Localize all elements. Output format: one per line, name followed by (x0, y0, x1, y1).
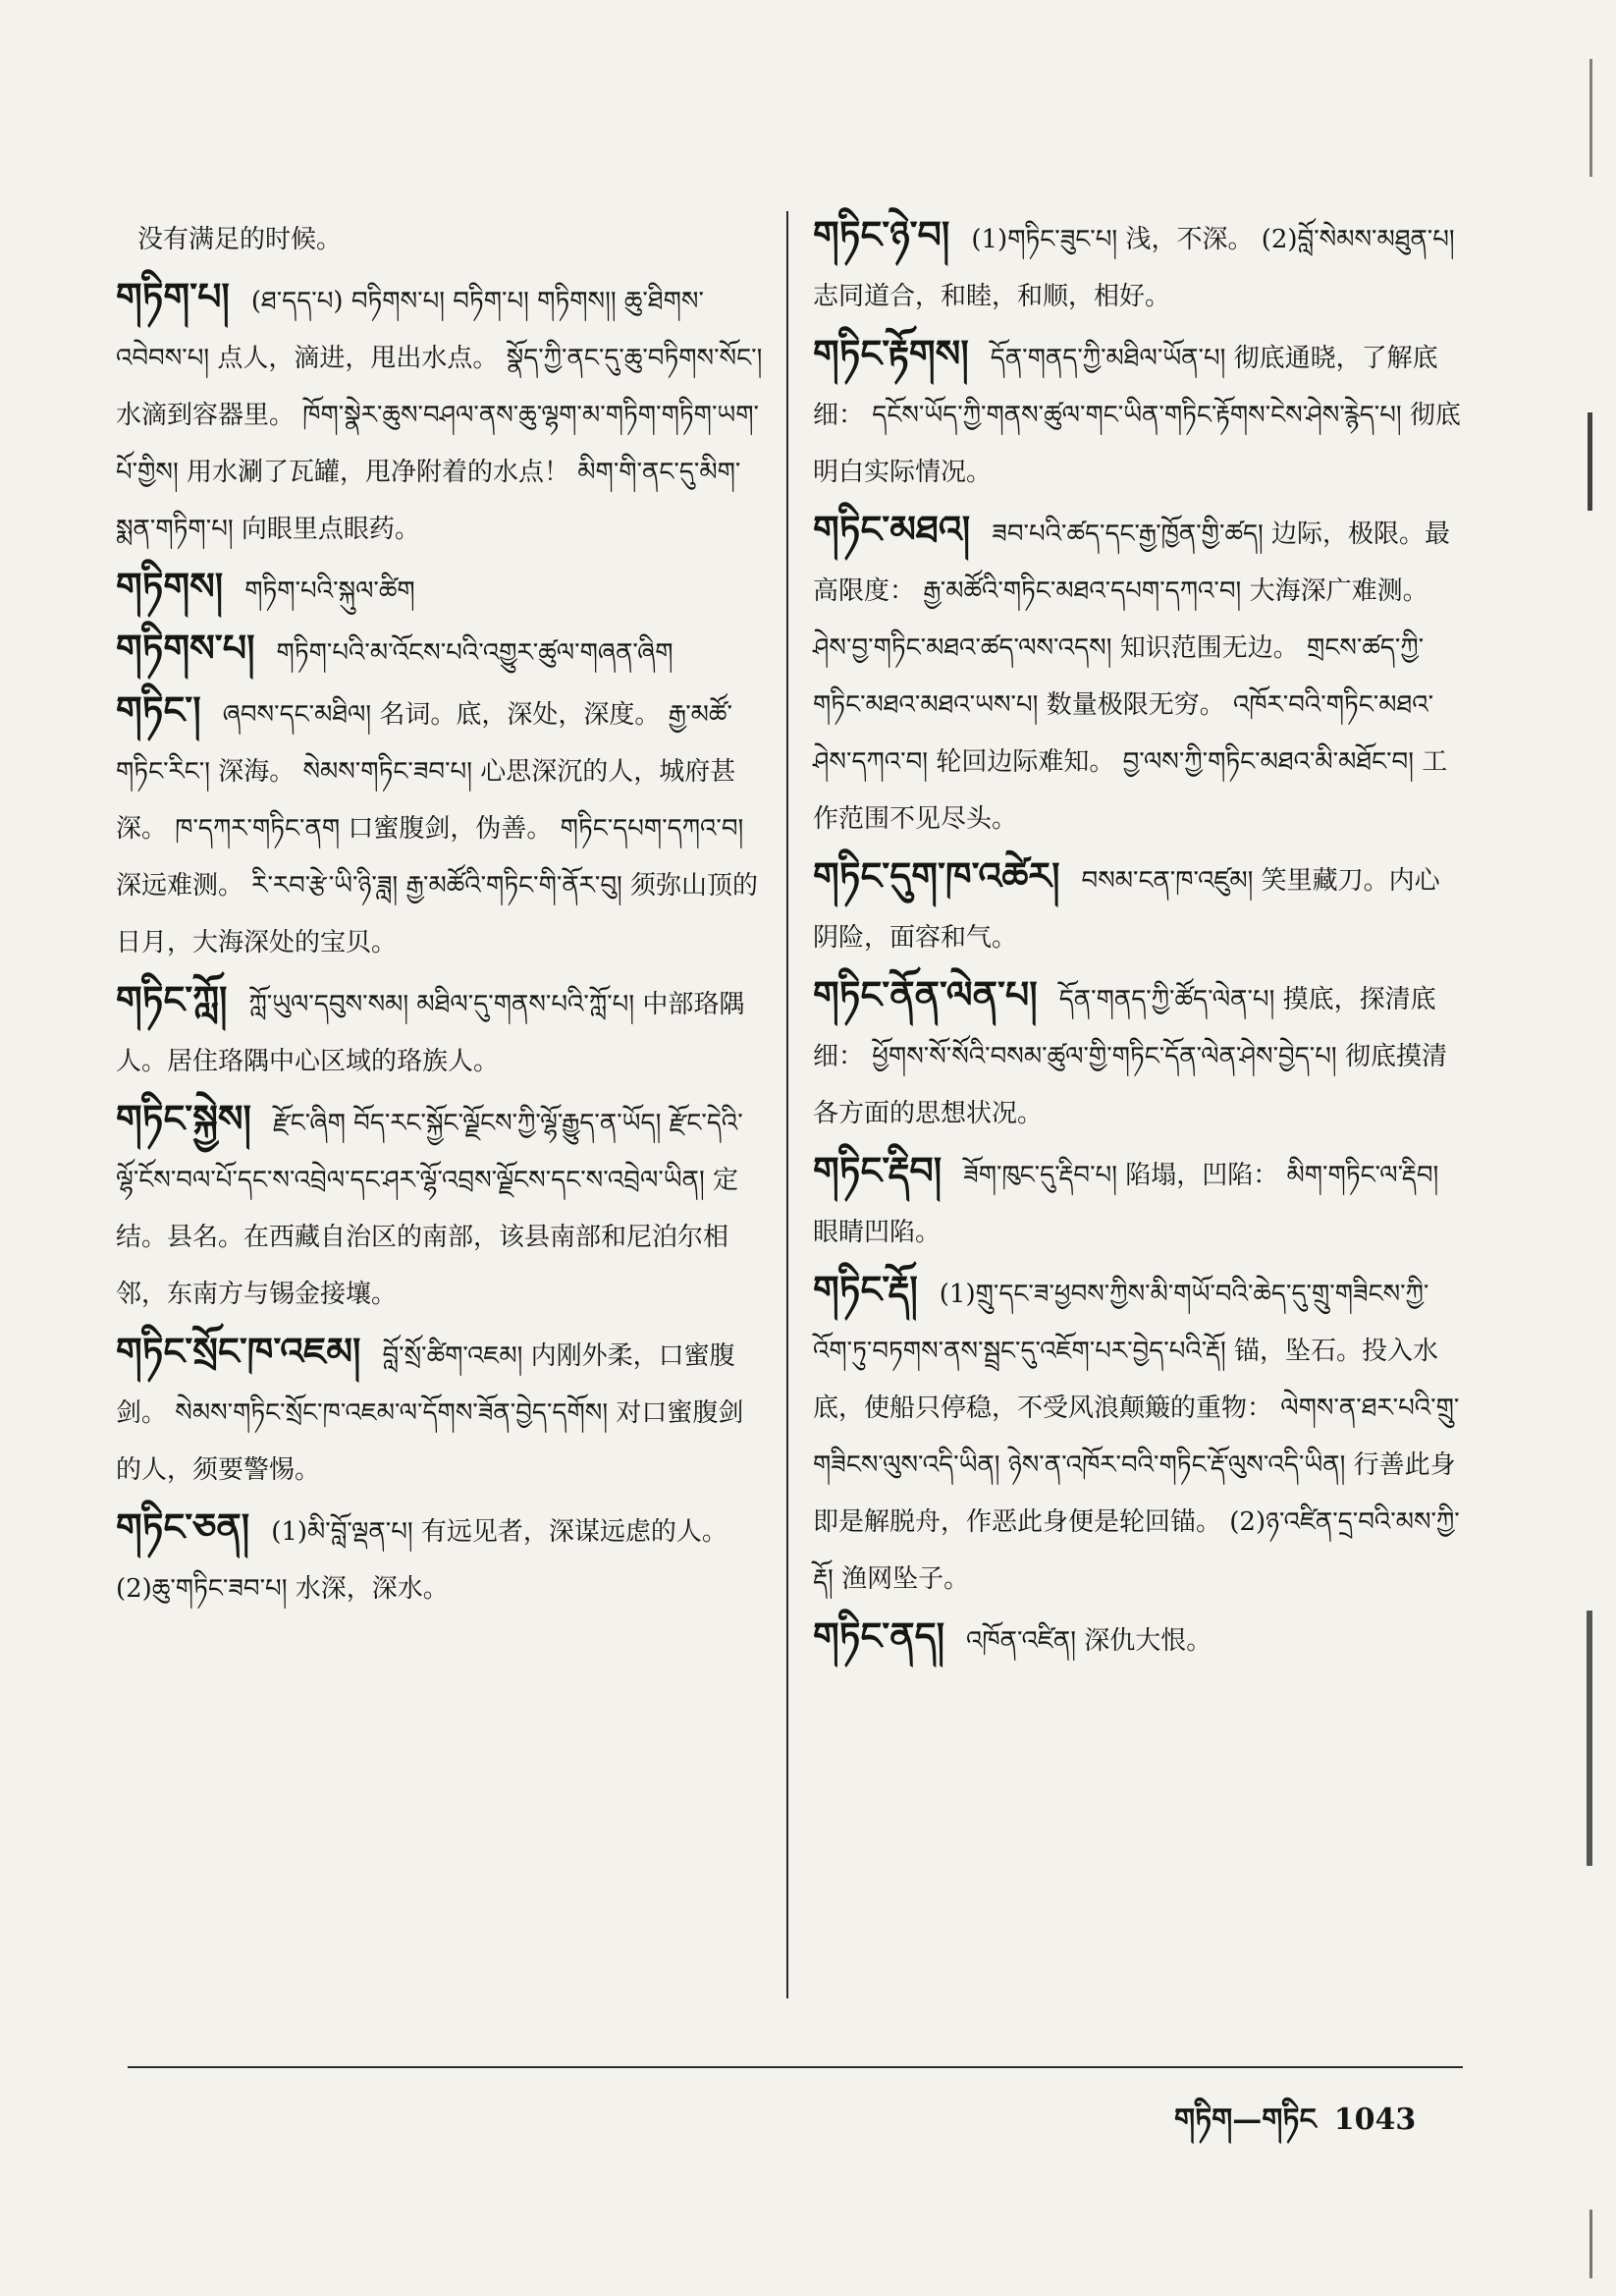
headword: གཏིང་དུག་ཁ་འཚེར། (813, 854, 1060, 898)
definition: ཞབས་དང་མཐིལ། 名词。底，深处，深度。 རྒྱ་མཚོ་གཏིང་རིང་། 深海。 སེམས་གཏིང་ཟབ་པ། 心思深沉的人，城府甚深。 ཁ་དཀར་གཏིང་ནག 口蜜腹剑，伪善。 གཏིང་དཔག་དཀའ་བ། 深远难测。 རི་རབ་རྩེ་ཡི་ཉི་ཟླ། རྒྱ་མཚོའི་གཏིང་གི་ནོར་བུ། 须弥山顶的日月，大海深处的宝贝。 (116, 700, 759, 957)
column-divider (786, 211, 788, 1998)
headword: གཏིང་སྲོང་ཁ་འཇམ། (116, 1330, 361, 1373)
headword: གཏིག་པ། (116, 275, 230, 318)
headword: གཏིང་སྐྱེས། (116, 1097, 251, 1140)
page-number: 1043 (1333, 2103, 1417, 2137)
entry (813, 966, 1461, 1142)
entry (813, 206, 1461, 325)
entry (813, 1142, 1461, 1261)
definition: (1)མི་བློ་ལྡན་པ། 有远见者，深谋远虑的人。 (2)ཆུ་གཏིང་ཟབ་པ། 水深，深水。 (116, 1517, 727, 1604)
entry (116, 1090, 764, 1323)
entry (116, 971, 764, 1090)
definition: ཀློ་ཡུལ་དབུས་སམ། མཐིལ་དུ་གནས་པའི་ཀློ་པ། 中部珞隅人。居住珞隅中心区域的珞族人。 (116, 990, 745, 1076)
definition: འཁོན་འཛིན། 深仇大恨。 (966, 1626, 1212, 1656)
entry (116, 682, 764, 971)
entry (116, 1323, 764, 1499)
definition: བསམ་ངན་ཁ་འཛུམ། 笑里藏刀。内心阴险，面容和气。 (813, 866, 1440, 953)
headword: གཏིང་མཐའ། (813, 508, 971, 551)
entry (813, 847, 1461, 966)
entry (813, 1608, 1461, 1669)
definition: དོན་གནད་ཀྱི་མཐིལ་ཡོན་པ། 彻底通晓，了解底细： དངོས་ཡོད་ཀྱི་གནས་ཚུལ་གང་ཡིན་གཏིང་རྟོགས་ངེས་ཤེས་རྙེད་པ། 彻底明白实际情况。 (813, 344, 1461, 487)
definition: གཏིག་པའི་མ་འོངས་པའི་འགྱུར་ཚུལ་གཞན་ཞིག (276, 638, 673, 668)
entry (116, 620, 764, 682)
scan-edge-mark (1589, 59, 1592, 177)
definition: (1)གྲུ་དང་ཟ་ཕྱབས་ཀྱིས་མི་གཡོ་བའི་ཆེད་དུ་གྲུ་གཟིངས་ཀྱི་འོག་ཏུ་བཏགས་ནས་སྦྲང་དུ་འཇོག་པར་བྱེད་པའི་རྡོ། 锚，坠石。投入水底，使船只停稳，不受风浪颠簸的重物： ལེགས་ན་ཐར་པའི་གྲུ་གཟིངས་ལུས་འདི་ཡིན། ཉེས་ན་འཁོར་བའི་གཏིང་རྡོ་ལུས་འདི་ཡིན། 行善此身即是解脱舟，作恶此身便是轮回锚。 (2)ཉ་འཛིན་དྲ་བའི་མས་ཀྱི་རྡོ། 渔网坠子。 (813, 1280, 1460, 1594)
definition: (1)གཏིང་ཟུང་པ། 浅，不深。 (2)བློ་སེམས་མཐུན་པ། 志同道合，和睦，和顺，相好。 (813, 225, 1455, 311)
headword: གཏིང་ཅན། (116, 1505, 250, 1549)
entry (813, 1261, 1461, 1608)
definition: ཟོག་ཁུང་དུ་རྡིབ་པ། 陷塌，凹陷： མིག་གཏིང་ལ་རྡིབ། 眼睛凹陷。 (813, 1161, 1439, 1247)
page-footer (1157, 2087, 1416, 2169)
definition: བློ་སྲོ་ཚིག་འཇམ། 内刚外柔，口蜜腹剑。 སེམས་གཏིང་སྲོང་ཁ་འཇམ་ལ་དོགས་ཟོན་བྱེད་དགོས། 对口蜜腹剑的人，须要警惕。 (116, 1341, 744, 1485)
headword: གཏིང་རྡིབ། (813, 1149, 943, 1192)
scan-edge-mark (1588, 412, 1592, 511)
headword: གཏིང་རྡོ། (813, 1268, 918, 1311)
guide-words: གཏིག—གཏིང (1174, 2103, 1317, 2137)
entry (116, 268, 764, 558)
definition: (ཐ་དད་པ) བཏིགས་པ། བཏིག་པ། གཏིགས།། ཆུ་ཐིགས་འབེབས་པ། 点人，滴进，甩出水点。 སྣོད་ཀྱི་ནང་དུ་ཆུ་བཏིགས་སོང་། 水滴到容器里。 ཁོག་སྣེར་ཆུས་བཤལ་ནས་ཆུ་ལྷག་མ་གཏིག་གཏིག་ཡག་པོ་གྱིས། 用水涮了瓦罐，甩净附着的水点！ མིག་གི་ནང་དུ་མིག་སྨན་གཏིག་པ། 向眼里点眼药。 (116, 287, 763, 544)
left-column (116, 206, 764, 1617)
definition: 没有满足的时候。 (137, 225, 343, 254)
headword: གཏིང་ཀློ། (116, 978, 228, 1021)
entry (813, 325, 1461, 501)
entry (116, 1499, 764, 1617)
headword: གཏིང་རྟོགས། (813, 332, 969, 375)
entry (116, 558, 764, 620)
entry (116, 206, 764, 268)
scan-edge-mark (1587, 1611, 1592, 1866)
headword: གཏིང་ཉེ་བ། (813, 213, 950, 256)
definition: དོན་གནད་ཀྱི་ཚོད་ལེན་པ། 摸底，探清底细： ཕྱོགས་སོ་སོའི་བསམ་ཚུལ་གྱི་གཏིང་དོན་ལེན་ཤེས་བྱེད་པ། 彻底摸清各方面的思想状况。 (813, 985, 1447, 1128)
right-column (813, 206, 1461, 1669)
headword: གཏིགས། (116, 565, 224, 608)
headword: གཏིང་ནད། (813, 1614, 945, 1658)
headword: གཏིགས་པ། (116, 627, 255, 670)
definition: གཏིག་པའི་སྐུལ་ཚིག (244, 576, 415, 606)
entry (813, 501, 1461, 847)
headword: གཏིང་ནོན་ལེན་པ། (813, 973, 1038, 1016)
scan-edge-mark (1589, 2210, 1592, 2278)
headword: གཏིང་། (116, 688, 201, 732)
definition: རྫོང་ཞིག བོད་རང་སྐྱོང་ལྗོངས་ཀྱི་ལྷོ་རྒྱུད་ན་ཡོད། རྫོང་དེའི་ལྷོ་ངོས་བལ་པོ་དང་ས་འབྲེལ་དང་ཤར་ལྷོ་འབྲས་ལྗོངས་དང་ས་འབྲེལ་ཡིན། 定结。县名。在西藏自治区的南部，该县南部和尼泊尔相邻，东南方与锡金接壤。 (116, 1109, 743, 1309)
footer-rule (128, 2066, 1463, 2068)
definition: ཟབ་པའི་ཚད་དང་རྒྱ་ཁྱོན་གྱི་ཚད། 边际，极限。最高限度： རྒྱ་མཚོའི་གཏིང་མཐའ་དཔག་དཀའ་བ། 大海深广难测。 ཤེས་བྱ་གཏིང་མཐའ་ཚད་ལས་འདས། 知识范围无边。 གྲངས་ཚད་ཀྱི་གཏིང་མཐའ་མཐའ་ཡས་པ། 数量极限无穷。 འཁོར་བའི་གཏིང་མཐའ་ཤེས་དཀའ་བ། 轮回边际难知。 བྱ་ལས་ཀྱི་གཏིང་མཐའ་མི་མཐོང་བ། 工作范围不见尽头。 (813, 519, 1451, 834)
